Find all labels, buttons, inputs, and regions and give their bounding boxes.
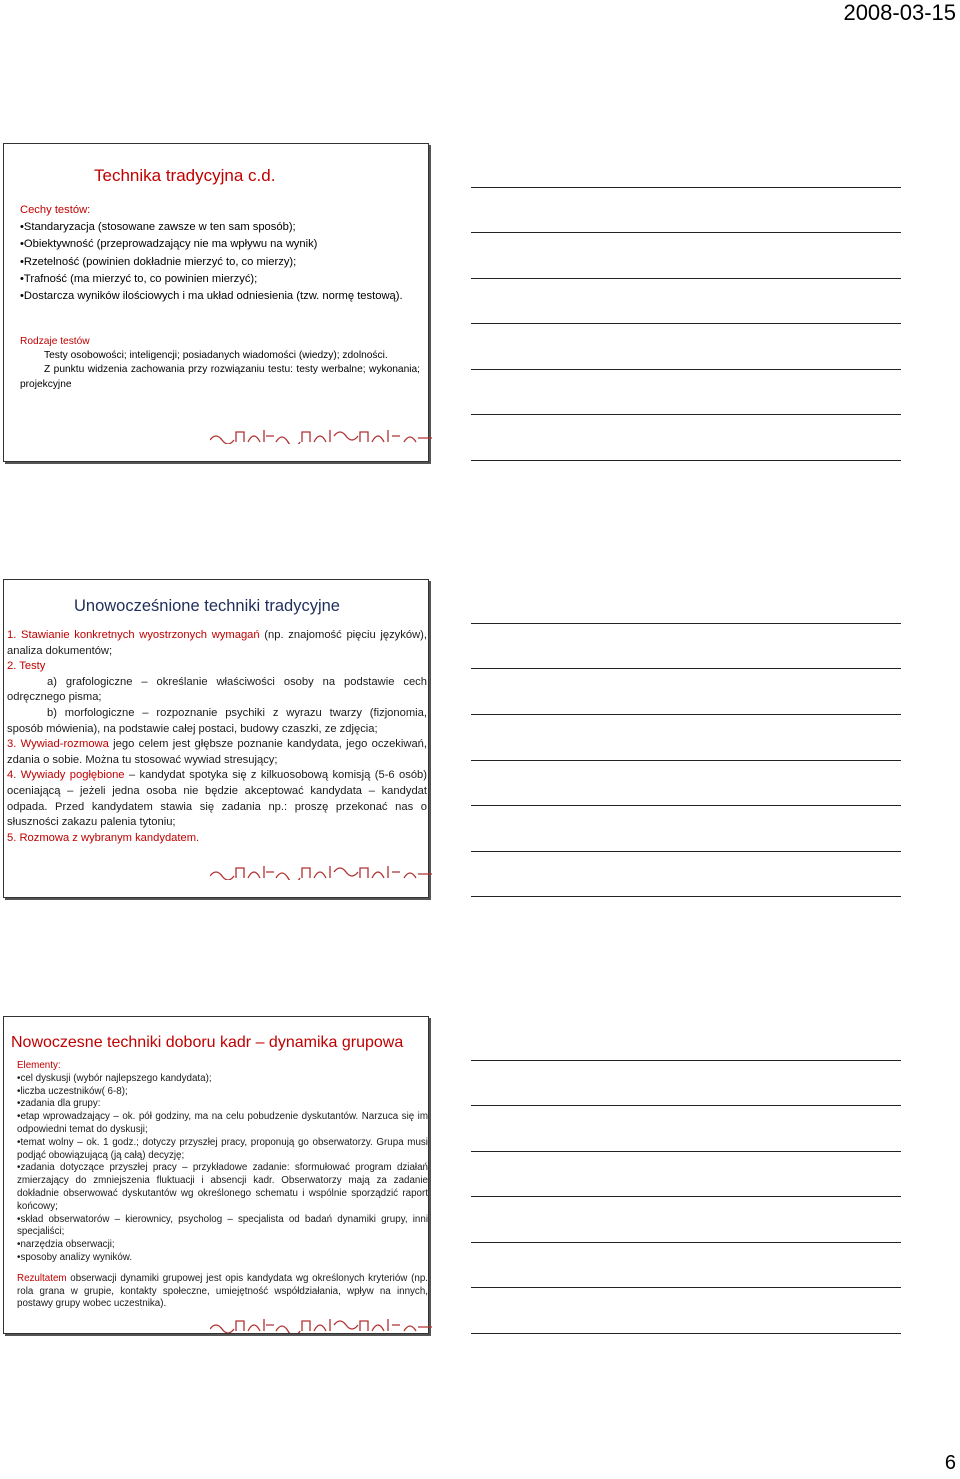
note-line (471, 1333, 901, 1334)
element-item: • cel dyskusji (wybór najlepszego kandydata); (17, 1073, 428, 1086)
slide-1 (3, 143, 429, 462)
slide-2-title: Unowocześnione techniki tradycyjne (74, 597, 340, 615)
slide-1-title: Technika tradycyjna c.d. (94, 166, 276, 185)
element-item: • sposoby analizy wyników. (17, 1252, 428, 1265)
note-line (471, 369, 901, 370)
note-line (471, 896, 901, 897)
note-line (471, 187, 901, 188)
feature-item: • Obiektywność (przeprowadzający nie ma wpływu na wynik) (20, 236, 420, 253)
feature-item: • Dostarcza wyników ilościowych i ma układ odniesienia (tzw. normę testową). (20, 288, 420, 305)
element-item: • skład obserwatorów – kierownicy, psycholog – specjalista od badań dynamiki grupy, inni specjaliści; (17, 1214, 428, 1240)
decorative-border-icon (210, 1317, 432, 1333)
item-text: jego celem jest głębsze poznanie kandydata, jego oczekiwań, zdania o sobie. Można tu stosować wywiad stresujący; (7, 738, 427, 766)
note-line (471, 851, 901, 852)
decorative-border-icon (210, 428, 432, 444)
note-line (471, 714, 901, 715)
slide-1-features (20, 202, 420, 305)
result-heading: Rezultatem (17, 1272, 67, 1284)
slide-2-body (7, 628, 427, 846)
note-line (471, 1287, 901, 1288)
feature-item: • Standaryzacja (stosowane zawsze w ten sam sposób); (20, 219, 420, 236)
note-line (471, 232, 901, 233)
element-item: • liczba uczestników( 6-8); (17, 1086, 428, 1099)
features-heading: Cechy testów: (20, 204, 91, 216)
note-line (471, 278, 901, 279)
item-number: 1. (7, 629, 17, 641)
note-line (471, 668, 901, 669)
item-number: 2. (7, 660, 17, 673)
item-text: b) morfologiczne – rozpoznanie psychiki z wyrazu twarzy (fizjonomia, sposób mówienia), na podstawie całej postaci, budowy czaszki, ze zdjęcia; (7, 706, 427, 735)
item-heading: Testy (19, 660, 46, 673)
page-number: 6 (944, 1452, 956, 1474)
types-text-2: Z punktu widzenia zachowania przy rozwiązaniu testu: testy werbalne; wykonania; projekcyjne (20, 364, 420, 390)
element-item: • zadania dotyczące przyszłej pracy – przykładowe zadanie: sformułować program działań zmierzający do zmniejszenia fluktuacji i absencji kadr. Obserwatorzy mają za zadanie dokładnie obserwować dyskutantów wg określonego schematu i wspólnie sporządzić raport końcowy; (17, 1162, 428, 1213)
element-item: • etap wprowadzający – ok. pół godziny, ma na celu pobudzenie dyskutantów. Narzuca się im odpowiedni temat do dyskusji; (17, 1111, 428, 1137)
item-heading: Wywiady pogłębione (20, 769, 125, 782)
item-text: – kandydat spotyka się z kilkuosobową komisją (5-6 osób) oceniającą – jeżeli jedna osoba nie będzie akceptować kandydata – kandydat odpada. Przed kandydatem stawia się zadania np.: proszę przekonać nas o słuszności zakazu palenia tytoniu; (7, 769, 428, 829)
note-line (471, 1105, 901, 1106)
element-item: • temat wolny – ok. 1 godz.; dotyczy przyszłej pracy, proponują go obserwatorzy. Grupa musi podjąć obowiązującą (ją całą) decyzję; (17, 1137, 428, 1163)
item-text: (np. znajomość pięciu języków), analiza dokumentów; (7, 629, 427, 657)
note-line (471, 414, 901, 415)
item-text: a) grafologiczne – określanie właściwości osoby na podstawie cech odręcznego pisma; (7, 675, 427, 704)
types-text-1: Testy osobowości; inteligencji; posiadanych wiadomości (wiedzy); zdolności. (44, 350, 388, 362)
note-line (471, 1242, 901, 1243)
element-item: • zadania dla grupy: (17, 1098, 428, 1111)
element-item: • narzędzia obserwacji; (17, 1239, 428, 1252)
header-date: 2008-03-15 (843, 0, 956, 25)
note-line (471, 1151, 901, 1152)
note-line (471, 323, 901, 324)
result-text: obserwacji dynamiki grupowej jest opis kandydata wg określonych kryteriów (np. rola grana w grupie, kontakty społeczne, umiejętność współdziałania, wpływ na innych, postawy grupy wobec uczestnika). (17, 1272, 428, 1310)
note-line (471, 460, 901, 461)
item-number: 5. (7, 831, 17, 844)
elements-heading: Elementy: (17, 1060, 61, 1071)
note-line (471, 760, 901, 761)
types-heading: Rodzaje testów (20, 336, 90, 347)
item-heading: Stawianie konkretnych wyostrzonych wymagań (21, 629, 260, 641)
note-line (471, 805, 901, 806)
decorative-border-icon (210, 864, 432, 880)
slide-1-types (20, 335, 420, 392)
note-line (471, 623, 901, 624)
slide-3-title: Nowoczesne techniki doboru kadr – dynamika grupowa (11, 1034, 404, 1051)
feature-item: • Trafność (ma mierzyć to, co powinien mierzyć); (20, 271, 420, 288)
item-number: 3. (7, 738, 17, 751)
item-number: 4. (7, 769, 17, 782)
item-heading: Wywiad-rozmowa (20, 738, 109, 751)
slide-2 (3, 579, 429, 898)
item-heading: Rozmowa z wybranym kandydatem. (19, 831, 200, 844)
feature-item: • Rzetelność (powinien dokładnie mierzyć to, co mierzy); (20, 254, 420, 271)
slide-3 (3, 1016, 429, 1334)
slide-3-body (17, 1060, 428, 1311)
note-line (471, 1060, 901, 1061)
note-line (471, 1196, 901, 1197)
